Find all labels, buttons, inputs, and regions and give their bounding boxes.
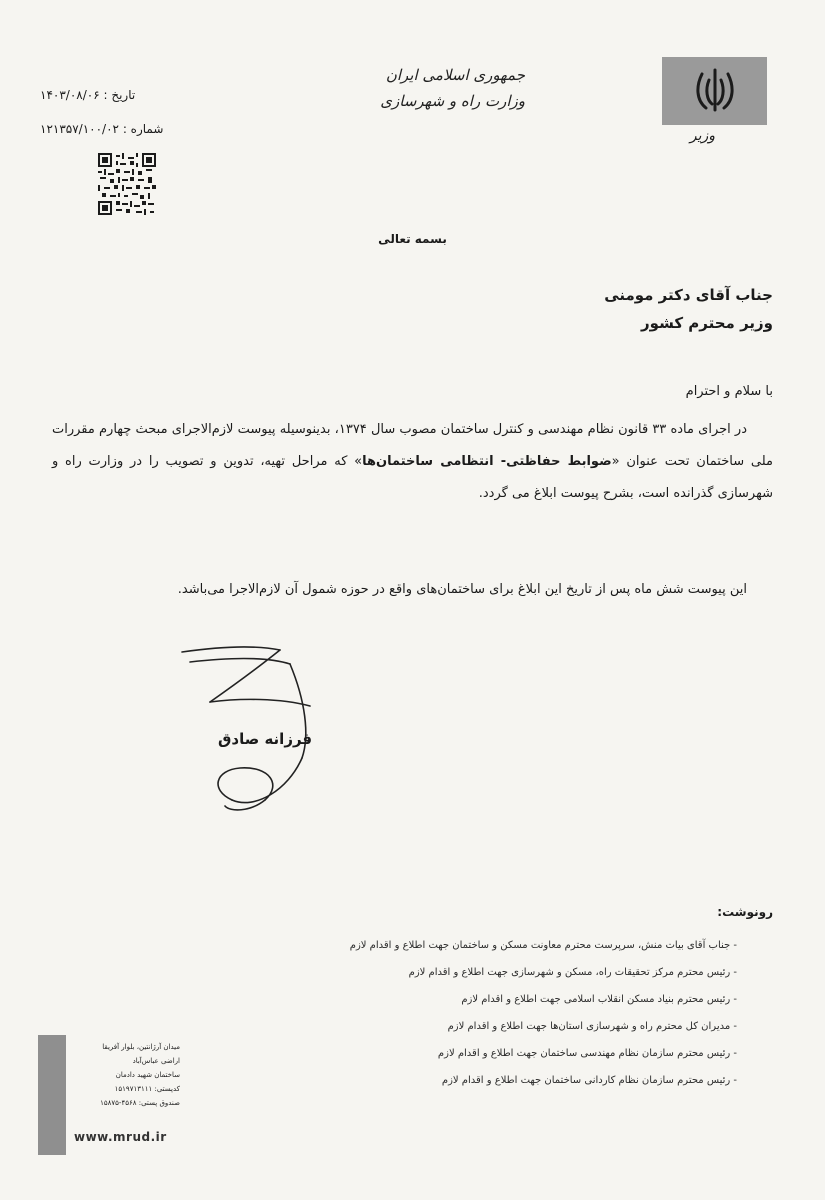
address-line: کدپستی: ۱۵۱۹۷۱۳۱۱۱ — [114, 1085, 180, 1093]
body-paragraph-2: این پیوست شش ماه پس از تاریخ این ابلاغ برای ساختمان‌های واقع در حوزه شمول آن لازم‌الاجرا می‌باشد. — [177, 582, 747, 597]
footer-address — [72, 1040, 180, 1110]
date-value: ۱۴۰۳/۰۸/۰۶ — [40, 88, 100, 102]
signatory-name: فرزانه صادق — [218, 730, 313, 748]
qr-code-icon — [98, 153, 156, 215]
cc-item: - رئیس محترم بنیاد مسکن انقلاب اسلامی جهت اطلاع و اقدام لازم — [461, 994, 737, 1005]
cc-list — [177, 932, 737, 1094]
address-line: ساختمان شهید دادمان — [115, 1071, 180, 1079]
date-label: تاریخ : — [103, 88, 136, 102]
body-p1-bold: ضوابط حفاظتی- انتظامی ساختمان‌ها — [362, 454, 612, 469]
website-link[interactable]: www.mrud.ir — [74, 1130, 167, 1144]
invocation: بسمه تعالی — [378, 232, 447, 246]
date-line — [40, 88, 135, 102]
cc-item: - رئیس محترم مرکز تحقیقات راه، مسکن و شهرسازی جهت اطلاع و اقدام لازم — [408, 967, 737, 978]
number-label: شماره : — [122, 122, 164, 136]
body-paragraph-1 — [52, 414, 773, 510]
emblem-box — [662, 57, 767, 125]
body-p1-end: » که مراحل تهیه، تدوین و تصویب را در وزارت راه و شهرسازی گذرانده است، بشرح پیوست ابلاغ می گردد. — [52, 454, 773, 501]
address-line: اراضی عباس‌آباد — [132, 1057, 180, 1065]
cc-title: رونوشت: — [717, 905, 773, 919]
cc-item: - جناب آقای بیات منش، سرپرست محترم معاونت مسکن و ساختمان جهت اطلاع و اقدام لازم — [349, 940, 737, 951]
body-p1-start: در اجرای ماده ۳۳ قانون نظام مهندسی و کنترل ساختمان مصوب سال ۱۳۷۴، بدینوسیله پیوست لازم‌الاجرای مبحث چهارم مقررات ملی ساختمان تحت عنوان « — [52, 422, 773, 469]
addressee-name: جناب آقای دکتر مومنی — [604, 286, 773, 304]
iran-emblem-icon — [696, 66, 734, 116]
greeting: با سلام و احترام — [685, 384, 773, 399]
address-line: میدان آرژانتین، بلوار آفریقا — [102, 1043, 180, 1051]
number-value: ۱۲۱۳۵۷/۱۰۰/۰۲ — [40, 122, 119, 136]
addressee-title: وزیر محترم کشور — [641, 314, 773, 332]
ministry-name: وزارت راه و شهرسازی — [380, 92, 525, 110]
footer-bar — [38, 1035, 66, 1155]
address-line: صندوق پستی: ۴۵۶۸-۱۵۸۷۵ — [100, 1099, 180, 1107]
cc-item: - رئیس محترم سازمان نظام مهندسی ساختمان جهت اطلاع و اقدام لازم — [437, 1048, 737, 1059]
cc-item: - مدیران کل محترم راه و شهرسازی استان‌ها جهت اطلاع و اقدام لازم — [447, 1021, 737, 1032]
number-line — [40, 122, 163, 136]
country-name: جمهوری اسلامی ایران — [385, 66, 525, 84]
cc-item: - رئیس محترم سازمان نظام کاردانی ساختمان جهت اطلاع و اقدام لازم — [441, 1075, 737, 1086]
office-label: وزیر — [689, 128, 715, 144]
